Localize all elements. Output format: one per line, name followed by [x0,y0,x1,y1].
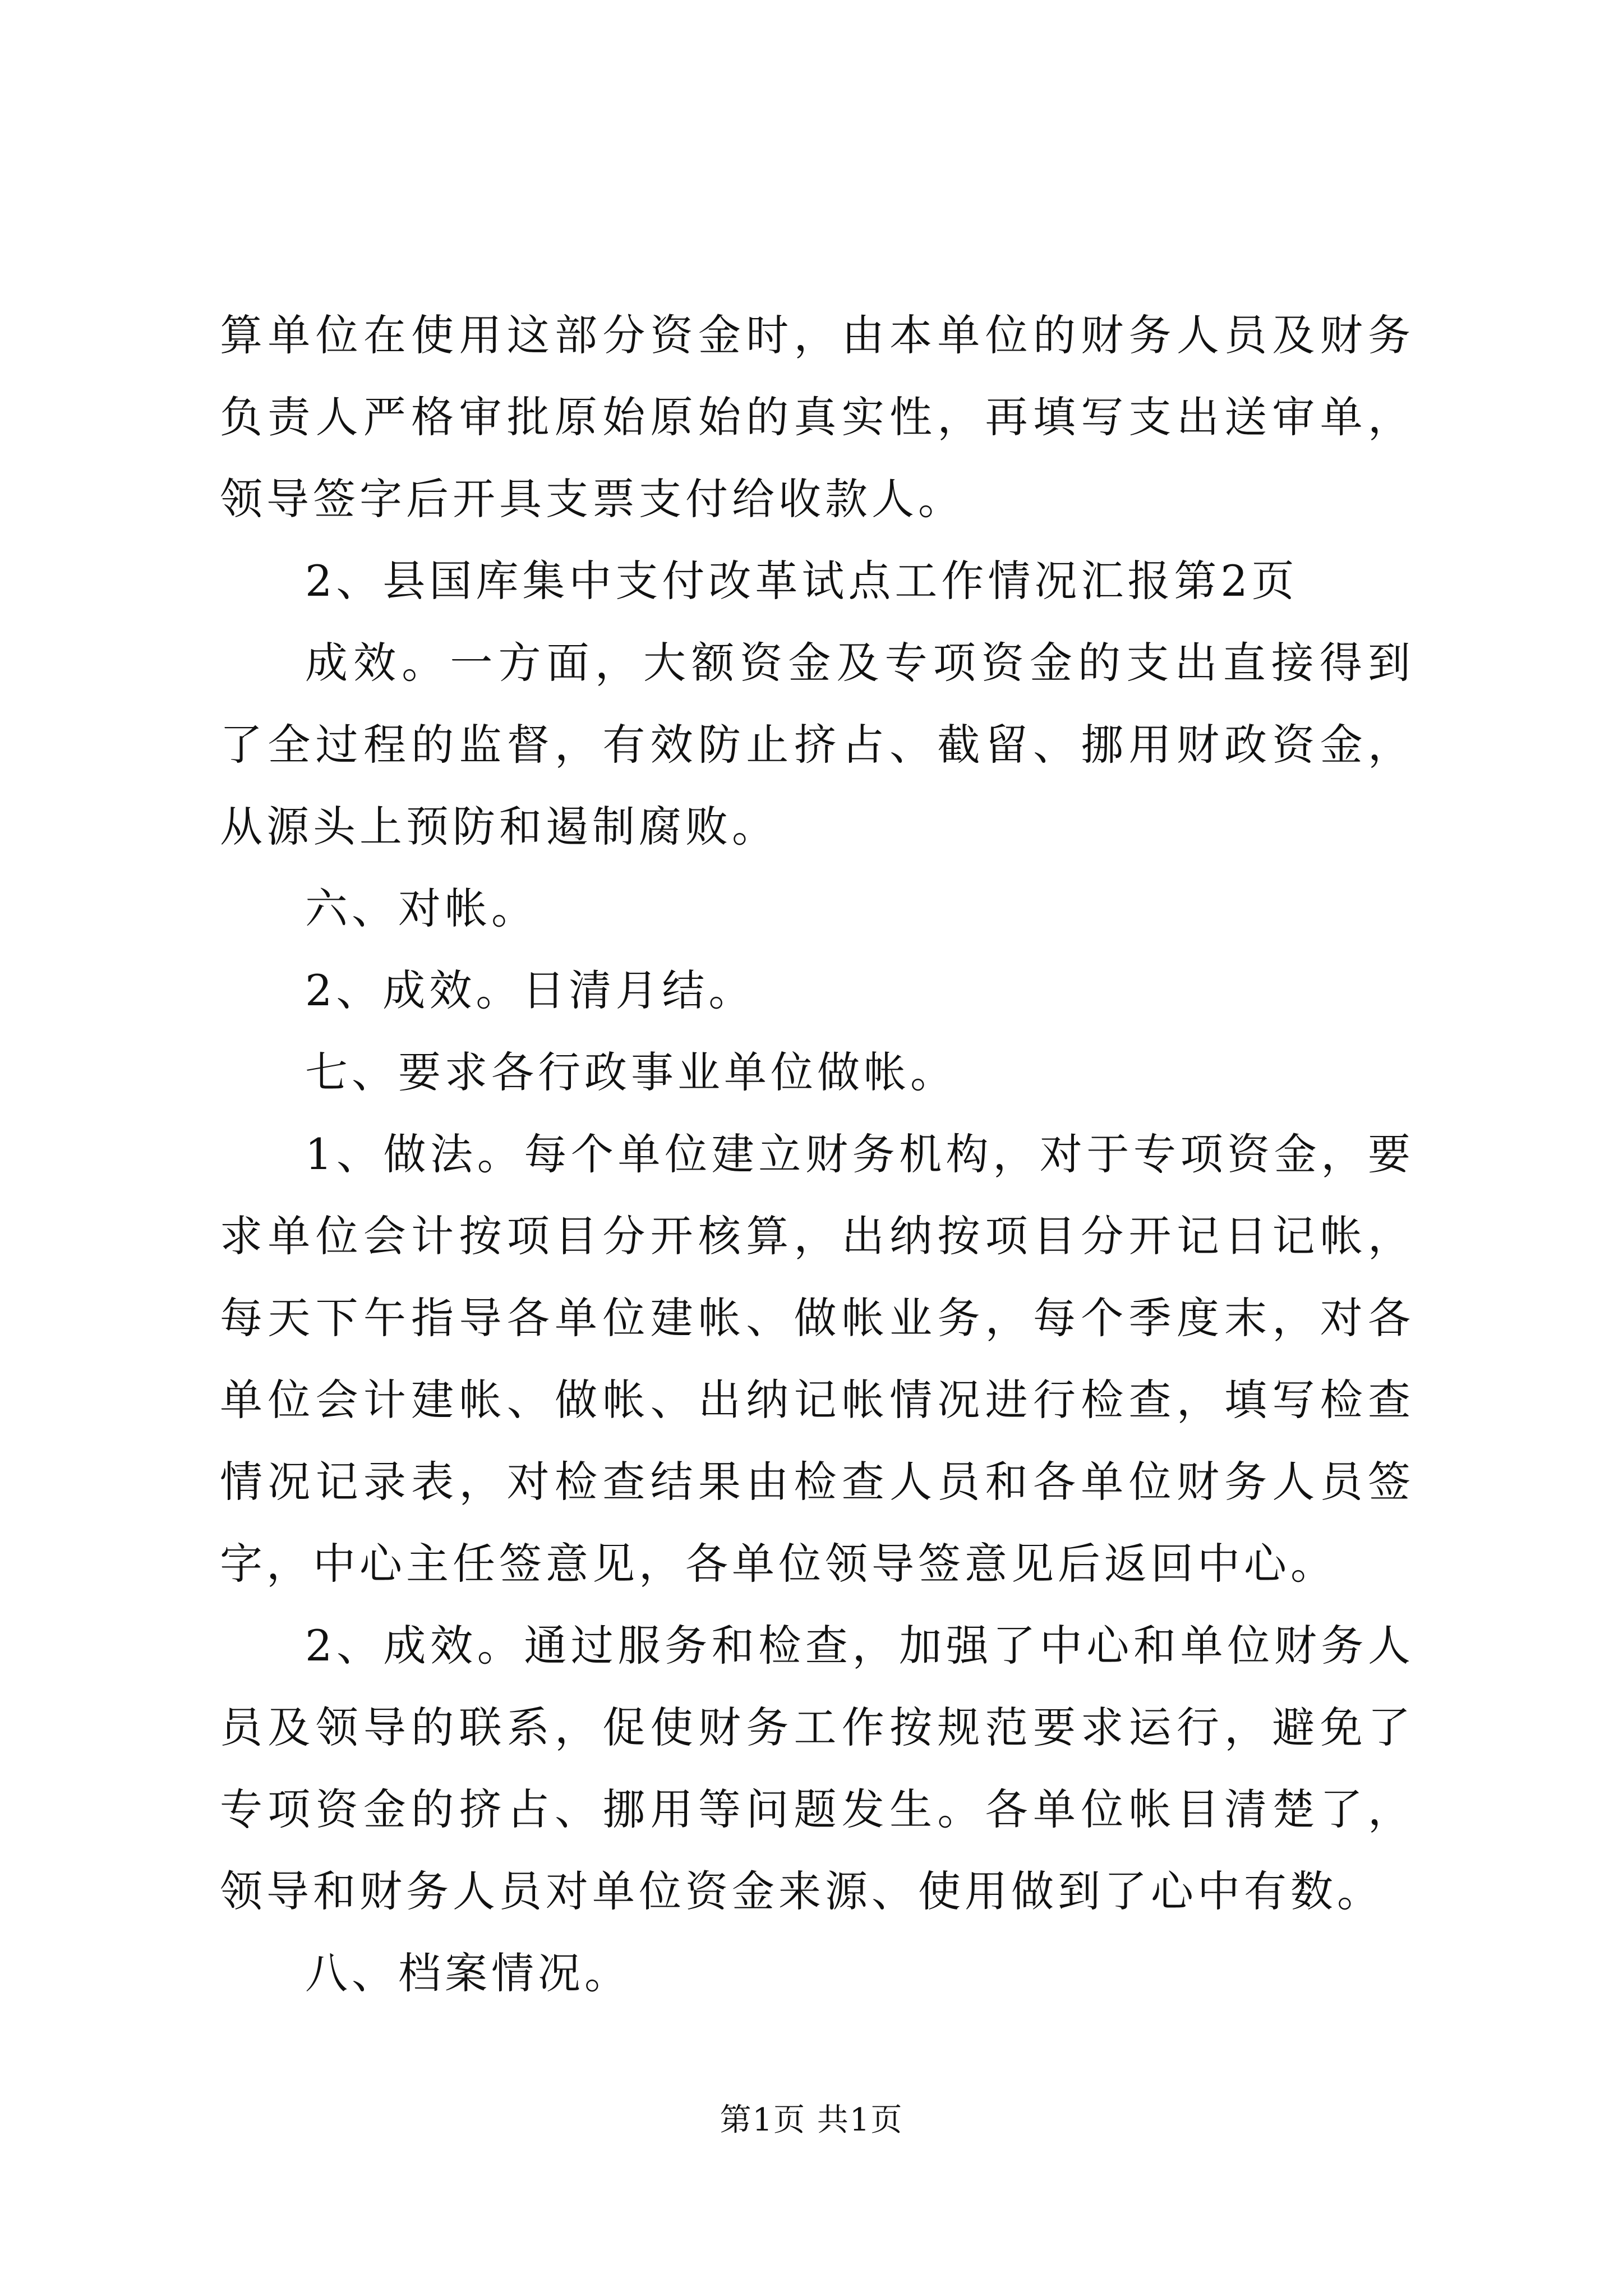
paragraph-5: 2、成效。日清月结。 [305,965,755,1015]
paragraph-3: 成效。一方面，大额资金及专项资金的支出直接得到了全过程的监督，有效防止挤占、截留、挪用财政资金，从源头上预防和遏制腐败。 [220,638,1414,852]
paragraph-9: 八、档案情况。 [305,1948,631,1998]
paragraph-2: 2、县国库集中支付改革试点工作情况汇报第2页 [305,556,1298,606]
page-footer: 第1页 共1页 [720,2102,903,2138]
paragraph-4: 六、对帐。 [305,884,538,933]
paragraph-7: 1、做法。每个单位建立财务机构，对于专项资金，要求单位会计按项目分开核算，出纳按项目分开记日记帐，每天下午指导各单位建帐、做帐业务，每个季度末，对各单位会计建帐、做帐、出纳记帐情况进行检查，填写检查情况记录表，对检查结果由检查人员和各单位财务人员签字，中心主任签意见，各单位领导签意见后返回中心。 [220,1129,1414,1589]
document-body [220,295,1414,2014]
paragraph-8: 2、成效。通过服务和检查，加强了中心和单位财务人员及领导的联系，促使财务工作按规范要求运行，避免了专项资金的挤占、挪用等问题发生。各单位帐目清楚了，领导和财务人员对单位资金来源、使用做到了心中有数。 [220,1621,1414,1916]
paragraph-6: 七、要求各行政事业单位做帐。 [305,1047,957,1097]
paragraph-1: 算单位在使用这部分资金时，由本单位的财务人员及财务负责人严格审批原始原始的真实性，再填写支出送审单，领导签字后开具支票支付给收款人。 [220,310,1414,524]
